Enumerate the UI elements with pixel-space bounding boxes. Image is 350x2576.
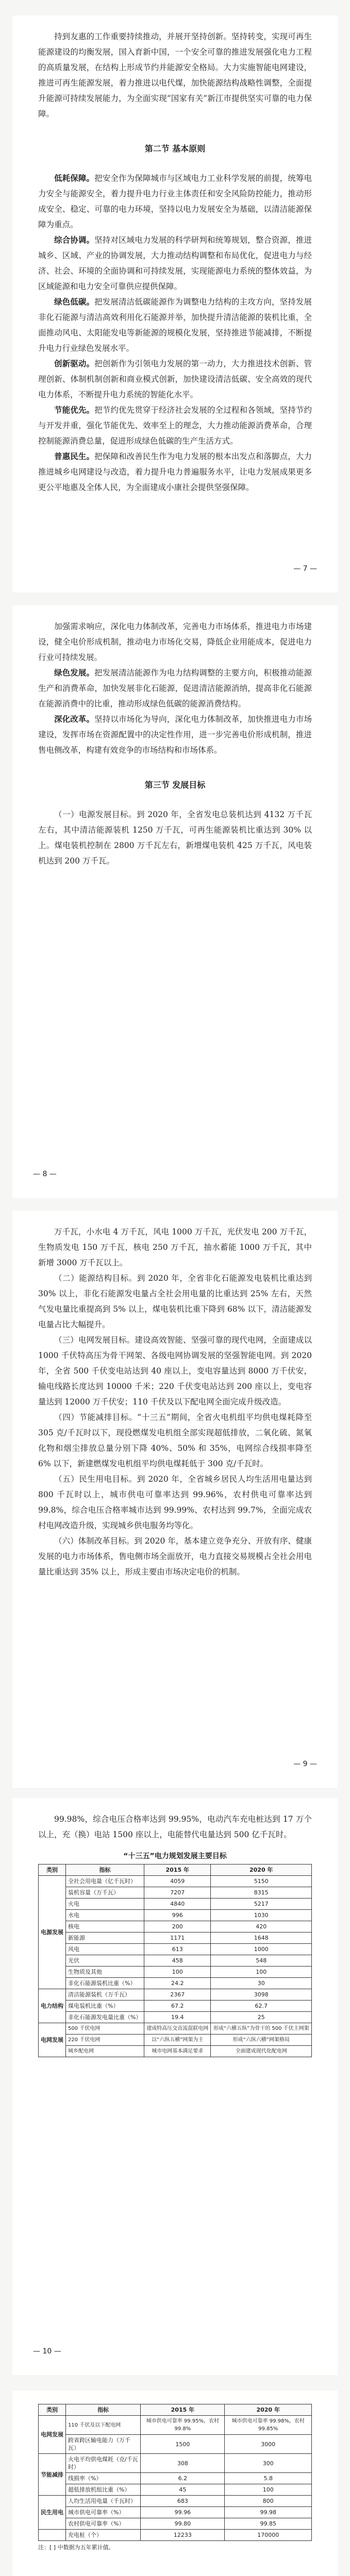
table-row bbox=[39, 1899, 312, 1910]
paragraph-text: 持到友惠的工作重要持续推动，并展开坚持创新。坚持转变，实现可再生能源建设的均衡发展，国入育新中国，一个安全可靠的推进发展强化电力工程的高质量发展，在结构上形成节约并能源安全格局。大力实施智能电网建设，推进可再生能源发展，着力推进以电代煤，加快能源结构战略性调整，全面提升能源可持续发展能力，为全面实现“国家有关”新江市提供坚实可靠的电力保障。 bbox=[38, 32, 312, 118]
table-value-cell: 67.2 bbox=[144, 2001, 211, 2012]
table-row bbox=[39, 2012, 312, 2023]
table-indicator-cell: 装机容量（万千瓦） bbox=[66, 1887, 144, 1899]
table-indicator-cell: 生物质及其他 bbox=[66, 1967, 144, 1978]
table-note: 注：[ ] 中数据为五年累计值。 bbox=[38, 2544, 114, 2551]
table-row bbox=[39, 2454, 312, 2473]
section-title: 第二节 基本原则 bbox=[144, 144, 206, 154]
page-3-body bbox=[38, 1224, 312, 1580]
table-indicator-cell: 充电桩（个） bbox=[66, 2530, 141, 2541]
table-category-cell: 电网发展 bbox=[39, 2023, 66, 2057]
table-header-cell: 类别 bbox=[39, 1865, 66, 1876]
table-indicator-cell: 220 千伏电网 bbox=[66, 2035, 144, 2046]
table-value-cell: 19.4 bbox=[144, 2012, 211, 2023]
paragraph-lead: 创新驱动。 bbox=[54, 359, 95, 368]
table-indicator-cell: 人均生活用电量（千瓦时） bbox=[66, 2496, 141, 2507]
paragraph bbox=[38, 1811, 312, 1842]
table-value-cell: 形成“六纵六横”网架格局 bbox=[211, 2035, 312, 2046]
table-value-cell: 5150 bbox=[211, 1876, 312, 1887]
table-value-cell: 以“六纵五横”网架为主 bbox=[144, 2035, 211, 2046]
paragraph bbox=[38, 1332, 312, 1410]
paragraph-text: 把发展清洁低碳能源作为调整电力结构的主攻方向，坚持发展非化石能源与清洁高效利用化石能源并举，加快提升清洁能源的装机比重，全面推动风电、太阳能发电等新能源的规模化发展，坚持推进节能减排，不断提升电力行业绿色发展水平。 bbox=[38, 297, 312, 353]
paragraph-text: （六）体制改革目标。到 2020 年，基本建立竞争充分、开放有序、健康发展的电力市场体系，售电侧市场全面放开，电力直接交易规模占全社会用电量比重达到 35% 以上，形成主要由市场决定电价的机制。 bbox=[38, 1536, 312, 1577]
page-number: — 10 — bbox=[33, 2347, 61, 2355]
paragraph-lead: 深化改革。 bbox=[54, 714, 95, 724]
table-value-cell: 1648 bbox=[211, 1933, 312, 1944]
table-category-cell: 民生用电 bbox=[39, 2496, 66, 2530]
page-1 bbox=[12, 15, 338, 592]
table-header-cell: 指标 bbox=[66, 2404, 141, 2416]
table-header-cell: 2020 年 bbox=[211, 1865, 312, 1876]
table-row bbox=[39, 2435, 312, 2454]
table-category-cell bbox=[39, 2530, 66, 2541]
table-value-cell: 30 bbox=[211, 1978, 312, 1989]
table-title: “十三五”电力规划发展主要目标 bbox=[123, 1852, 227, 1860]
paragraph bbox=[38, 665, 312, 711]
table-header-cell: 2015 年 bbox=[144, 1865, 211, 1876]
table-row bbox=[39, 1933, 312, 1944]
table-row bbox=[39, 1967, 312, 1978]
paragraph-text: 把创新作为引领电力发展的第一动力，大力推进技术创新、管理创新、体制机制创新和商业模式创新，加快建设清洁低碳、安全高效的现代电力体系，不断提升电力系统的智能化水平。 bbox=[38, 359, 312, 399]
table-header-cell: 2020 年 bbox=[225, 2404, 312, 2416]
paragraph-text: 把节约优先贯穿于经济社会发展的全过程和各领域，坚持节约与开发并重，强化节能优先、效率至上的理念，大力推动能源消费革命，合理控制能源消费总量，促进形成绿色低碳的生产生活方式。 bbox=[38, 405, 312, 446]
table-value-cell: 996 bbox=[144, 1910, 211, 1921]
table-indicator-cell: 风电 bbox=[66, 1944, 144, 1955]
table-value-cell: 城市电网基本满足要求 bbox=[144, 2046, 211, 2057]
paragraph-text: 把安全作为保障城市与区域电力工业科学发展的前提，统筹电力安全与能源安全，着力提升电力行业主体责任和安全风险防控能力，推动形成安全、稳定、可靠的电力环境，坚持以电力发展安全为基础，以清洁能源保障为重点。 bbox=[38, 174, 312, 229]
table-indicator-cell: 火电平均供电煤耗（克/千瓦时） bbox=[66, 2454, 141, 2473]
table-value-cell: 12233 bbox=[141, 2530, 225, 2541]
paragraph-text: （三）电网发展目标。建设高效智能、坚强可靠的现代电网，全面建成以 1000 千伏特高压为骨干网架、各级电网协调发展的坚强智能电网。到 2020 年，全省 500 千伏变电站达到 40 座以上，变电容量达到 8000 万千伏安，输电线路长度达到 10000 千米；220 千伏变电站达到 200 座以上，变电容量达到 12000 万千伏安；110 千伏及以下配电网全面完成升级改造。 bbox=[38, 1335, 312, 1406]
table-header-row bbox=[39, 1865, 312, 1876]
table-value-cell: 8315 bbox=[211, 1887, 312, 1899]
table-indicator-cell: 煤电装机比重（%） bbox=[66, 2001, 144, 2012]
table-indicator-cell: 线损率（%） bbox=[66, 2473, 141, 2484]
table-indicator-cell: 超低排放机组比重（%） bbox=[66, 2484, 141, 2496]
table-row bbox=[39, 2507, 312, 2518]
paragraph bbox=[38, 619, 312, 665]
table-indicator-cell: 城市供电可靠率（%） bbox=[66, 2507, 141, 2518]
table-value-cell: 1000 bbox=[211, 1944, 312, 1955]
table-value-cell: 全面建成现代化配电网 bbox=[211, 2046, 312, 2057]
table-value-cell: 2367 bbox=[144, 1989, 211, 2001]
table-row bbox=[39, 2416, 312, 2435]
table-indicator-cell: 非化石能源发电量比重（%） bbox=[66, 2012, 144, 2023]
table-row bbox=[39, 2530, 312, 2541]
table-value-cell: 城市供电可靠率 99.95%，农村 99.8% bbox=[141, 2416, 225, 2435]
table-body bbox=[39, 2416, 312, 2541]
page-1-body bbox=[38, 29, 312, 495]
paragraph bbox=[38, 449, 312, 495]
page-number: — 9 — bbox=[293, 1760, 317, 1768]
table-indicator-cell: 500 千伏电网 bbox=[66, 2023, 144, 2035]
table-value-cell: 99.96 bbox=[141, 2507, 225, 2518]
table-indicator-cell: 农村供电可靠率（%） bbox=[66, 2518, 141, 2530]
paragraph-text: （一）电源发展目标。到 2020 年，全省发电总装机达到 4132 万千瓦左右，其中清洁能源装机 1250 万千瓦，可再生能源装机比重达到 30% 以上。煤电装机控制在 2800 万千瓦左右，新增煤电装机 425 万千瓦，风电装机达到 200 万千瓦。 bbox=[38, 810, 312, 866]
targets-table bbox=[38, 1864, 312, 2057]
page-4-body bbox=[38, 1811, 312, 1842]
paragraph-lead: 综合协调。 bbox=[54, 235, 95, 245]
table-indicator-cell: 110 千伏及以下配电网 bbox=[66, 2416, 141, 2435]
table-value-cell: 100 bbox=[225, 2484, 312, 2496]
table-value-cell: 62.7 bbox=[211, 2001, 312, 2012]
table-indicator-cell: 光伏 bbox=[66, 1955, 144, 1967]
page-4 bbox=[12, 1798, 338, 2375]
table-indicator-cell: 非化石能源装机比重（%） bbox=[66, 1978, 144, 1989]
paragraph-text: 加强需求响应，深化电力体制改革，完善电力市场体系，推进电力市场建设，健全电价形成机制，推动电力市场化交易，降低企业用能成本，促进电力行业可持续发展。 bbox=[38, 622, 312, 662]
table-indicator-cell: 跨省跨区输电能力（万千瓦） bbox=[66, 2435, 141, 2454]
page-3 bbox=[12, 1211, 338, 1788]
paragraph-text: （五）民生用电目标。到 2020 年，全省城乡居民人均生活用电量达到 800 千瓦时以上，城市供电可靠率达到 99.96%，农村供电可靠率达到 99.8%，综合电压合格率城市达到 99.99%、农村达到 99.7%，全面完成农村电网改造升级，实现城乡供电服务均等化。 bbox=[38, 1475, 312, 1530]
paragraph-text: 坚持对区域电力发展的科学研判和统筹规划，整合资源，推进城乡、区域、产业的协调发展，大力推动结构调整和布局优化，促进电力与经济、社会、环境的全面协调和可持续发展，实现能源电力系统的整体效益，为区域能源和电力安全可靠供应提供保障。 bbox=[38, 235, 312, 291]
table-value-cell: 3000 bbox=[225, 2435, 312, 2454]
page-5 bbox=[12, 2391, 338, 2576]
paragraph-text: 万千瓦，小水电 4 万千瓦，风电 1000 万千瓦，光伏发电 200 万千瓦，生物质发电 150 万千瓦，核电 250 万千瓦，抽水蓄能 1000 万千瓦，其中新增 3000 万千瓦以上。 bbox=[38, 1227, 312, 1267]
page-number: — 7 — bbox=[293, 565, 317, 573]
table-value-cell: 4840 bbox=[144, 1899, 211, 1910]
paragraph-text: 坚持以市场化为导向，深化电力体制改革，加快推进电力市场建设，发挥市场在资源配置中的决定性作用，进一步完善电价形成机制，推进售电侧改革，构建有效竞争的市场结构和市场体系。 bbox=[38, 715, 312, 755]
table-value-cell: 24.2 bbox=[144, 1978, 211, 1989]
table-value-cell: 4059 bbox=[144, 1876, 211, 1887]
table-indicator-cell: 全社会用电量（亿千瓦时） bbox=[66, 1876, 144, 1887]
table-value-cell: 7207 bbox=[144, 1887, 211, 1899]
table-row bbox=[39, 1955, 312, 1967]
page-2 bbox=[12, 605, 338, 1198]
paragraph-text: 99.98%，综合电压合格率达到 99.95%，电动汽车充电桩达到 17 万个以上，充（换）电站 1500 座以上，电能替代电量达到 500 亿千瓦时。 bbox=[38, 1815, 312, 1839]
table-value-cell: 170000 bbox=[225, 2530, 312, 2541]
paragraph bbox=[38, 356, 312, 402]
table-value-cell: 3098 bbox=[211, 1989, 312, 2001]
table-value-cell: 45 bbox=[141, 2484, 225, 2496]
table-value-cell: 城市供电可靠率 99.98%，农村 99.85% bbox=[225, 2416, 312, 2435]
page-2-body bbox=[38, 619, 312, 869]
table-indicator-cell: 水电 bbox=[66, 1910, 144, 1921]
table-value-cell: 200 bbox=[144, 1921, 211, 1933]
paragraph-lead: 普惠民生。 bbox=[54, 451, 95, 461]
paragraph-text: （四）节能减排目标。“十三五”期间，全省火电机组平均供电煤耗降至 305 克/千瓦时以下，现役燃煤发电机组全部实现超低排放，二氧化硫、氮氧化物和烟尘排放总量分别下降 40%、50% 和 35%，电网综合线损率降至 6% 以下，新建燃煤发电机组平均供电煤耗低于 300 克/千瓦时。 bbox=[38, 1413, 312, 1468]
table-row bbox=[39, 2023, 312, 2035]
table-header-cell: 2015 年 bbox=[141, 2404, 225, 2416]
table-value-cell: 800 bbox=[225, 2496, 312, 2507]
paragraph-lead: 绿色发展。 bbox=[54, 668, 95, 677]
paragraph bbox=[38, 1270, 312, 1332]
targets-table-continued bbox=[38, 2404, 312, 2541]
paragraph bbox=[38, 171, 312, 232]
paragraph bbox=[38, 1471, 312, 1533]
paragraph-text: 把保障和改善民生作为电力发展的根本出发点和落脚点，大力推进城乡电网建设与改造，着力提升电力普遍服务水平，让电力发展成果更多更公平地惠及全体人民，为全面建成小康社会提供坚强保障。 bbox=[38, 452, 312, 492]
table-row bbox=[39, 2001, 312, 2012]
table-row bbox=[39, 2046, 312, 2057]
table-header-cell: 指标 bbox=[66, 1865, 144, 1876]
table-header-row bbox=[39, 2404, 312, 2416]
table-row bbox=[39, 1921, 312, 1933]
paragraph bbox=[38, 1224, 312, 1270]
table-value-cell: 99.85 bbox=[225, 2518, 312, 2530]
paragraph bbox=[38, 29, 312, 122]
table-value-cell: 99.98 bbox=[225, 2507, 312, 2518]
paragraph bbox=[38, 711, 312, 758]
table-body bbox=[39, 1876, 312, 2057]
table-value-cell: 683 bbox=[141, 2496, 225, 2507]
table-indicator-cell: 城乡配电网 bbox=[66, 2046, 144, 2057]
table-row bbox=[39, 1876, 312, 1887]
table-row bbox=[39, 1944, 312, 1955]
paragraph-lead: 节能优先。 bbox=[54, 405, 95, 415]
table-row bbox=[39, 1910, 312, 1921]
table-value-cell: 25 bbox=[211, 2012, 312, 2023]
table-value-cell: 548 bbox=[211, 1955, 312, 1967]
paragraph bbox=[38, 1410, 312, 1471]
table-row bbox=[39, 2473, 312, 2484]
table-row bbox=[39, 1978, 312, 1989]
table-value-cell: 420 bbox=[211, 1921, 312, 1933]
paragraph-text: 把发展清洁能源作为电力结构调整的主要方向，积极推动能源生产和消费革命，加快发展非化石能源，促进清洁能源消纳，提高非化石能源在能源消费中的比重，推动形成绿色低碳的能源消费结构。 bbox=[38, 668, 312, 708]
paragraph-lead: 绿色低碳。 bbox=[54, 297, 95, 307]
table-row bbox=[39, 2484, 312, 2496]
table-category-cell: 电力结构 bbox=[39, 1989, 66, 2023]
table-indicator-cell: 火电 bbox=[66, 1899, 144, 1910]
table-row bbox=[39, 1989, 312, 2001]
paragraph-lead: 低耗保障。 bbox=[54, 173, 95, 183]
table-row bbox=[39, 2035, 312, 2046]
paragraph-text: （二）能源结构目标。到 2020 年，全省非化石能源发电装机比重达到 30% 以上，非化石能源发电量占全社会用电量的比重达到 25% 左右，天然气发电量比重提高到 5% 以上，煤电装机比重下降到 68% 以下，清洁能源发电量占比大幅提升。 bbox=[38, 1274, 312, 1329]
paragraph bbox=[38, 402, 312, 449]
table-value-cell: 613 bbox=[144, 1944, 211, 1955]
table-value-cell: 100 bbox=[211, 1967, 312, 1978]
table-value-cell: 5217 bbox=[211, 1899, 312, 1910]
table-value-cell: 458 bbox=[144, 1955, 211, 1967]
table-value-cell: 100 bbox=[144, 1967, 211, 1978]
table-row bbox=[39, 2518, 312, 2530]
table-value-cell: 建成特高压交直流混联电网 bbox=[144, 2023, 211, 2035]
section-title: 第三节 发展目标 bbox=[144, 780, 206, 790]
table-value-cell: 形成“六横五纵”为骨干的 500 千伏主网架 bbox=[211, 2023, 312, 2035]
table-category-cell: 节能减排 bbox=[39, 2454, 66, 2496]
table-value-cell: 5.8 bbox=[225, 2473, 312, 2484]
table-value-cell: 99.80 bbox=[141, 2518, 225, 2530]
paragraph bbox=[38, 294, 312, 356]
table-value-cell: 1500 bbox=[141, 2435, 225, 2454]
table-value-cell: 6.2 bbox=[141, 2473, 225, 2484]
table-category-cell: 电网发展 bbox=[39, 2416, 66, 2454]
table-indicator-cell: 新能源 bbox=[66, 1933, 144, 1944]
paragraph bbox=[38, 807, 312, 869]
table-indicator-cell: 清洁能源装机（万千瓦） bbox=[66, 1989, 144, 2001]
paragraph bbox=[38, 232, 312, 294]
table-row bbox=[39, 1887, 312, 1899]
paragraph bbox=[38, 1533, 312, 1580]
page-number: — 8 — bbox=[33, 1170, 57, 1178]
table-header-cell: 类别 bbox=[39, 2404, 66, 2416]
table-indicator-cell: 核电 bbox=[66, 1921, 144, 1933]
table-row bbox=[39, 2496, 312, 2507]
table-value-cell: 308 bbox=[141, 2454, 225, 2473]
table-value-cell: 1171 bbox=[144, 1933, 211, 1944]
table-category-cell: 电源发展 bbox=[39, 1876, 66, 1989]
table-value-cell: 300 bbox=[225, 2454, 312, 2473]
table-value-cell: 1030 bbox=[211, 1910, 312, 1921]
